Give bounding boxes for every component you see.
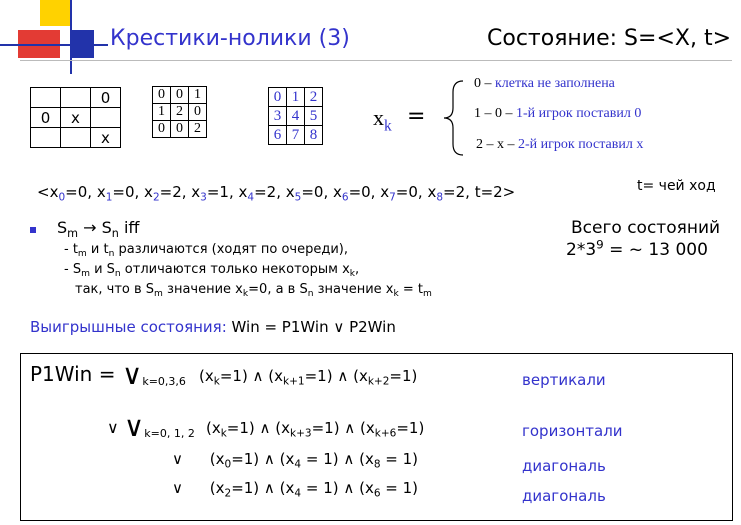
cell: 6 <box>269 126 287 145</box>
tuple-item: $x_2=2$, <box>144 183 192 204</box>
cell: 2 <box>171 104 189 121</box>
cell: 0 <box>171 121 189 138</box>
cell <box>91 108 121 128</box>
cell: 0 <box>171 87 189 104</box>
cell: 5 <box>305 107 323 126</box>
note-horizontals: горизонтали <box>522 422 623 440</box>
xk-case-2: 2 – x – 2-й игрок поставил x <box>476 137 644 152</box>
board-xo <box>30 87 121 148</box>
cell <box>61 88 91 108</box>
cell <box>61 128 91 148</box>
state-definition: Состояние: S=<X, t> <box>487 26 731 51</box>
tuple-item: $x_7=0$, <box>380 183 428 204</box>
cell: 0 <box>153 87 171 104</box>
board-codes <box>152 86 207 138</box>
tuple-item: $x_4=2$, <box>238 183 286 204</box>
tuple-item: $x_3=1$, <box>191 183 239 204</box>
title-divider <box>20 60 732 61</box>
tuple-item: $x_6=0$, <box>332 183 381 204</box>
curly-brace <box>439 78 469 158</box>
tuple-item: $x_8=2$, <box>427 183 475 204</box>
board-index <box>268 87 323 145</box>
cell: 2 <box>305 88 323 107</box>
deco-square-yellow <box>40 0 72 26</box>
cell: 1 <box>153 104 171 121</box>
xk-equals: = <box>407 104 426 129</box>
tuple-item: $x_0=0$, <box>49 183 97 204</box>
p1win-row-4: ∨ $(x_2=1)$ ∧ $(x_4 = 1)$ ∧ $(x_6 = 1)$ <box>172 479 419 500</box>
xk-case-1: 1 – 0 – 1-й игрок поставил 0 <box>474 106 642 121</box>
cell: 4 <box>287 107 305 126</box>
cell: 0 <box>189 104 207 121</box>
cell: 2 <box>189 121 207 138</box>
deco-line-h <box>0 44 108 46</box>
note-diagonal-2: диагональ <box>522 487 606 505</box>
tuple-item: $x_5=0$, <box>285 183 333 204</box>
p1win-row-1: $P1Win = \vee_{k=0,3,6}$ $(x_k=1)$ ∧ $(x_{k+1}=1)$ ∧ $(x_{k+2}=1)$ <box>30 358 418 391</box>
transition-line-2: - $S_m$ и $S_n$ отличаются только некоторым $x_k$, <box>64 262 360 280</box>
p1win-row-2: ∨ $\vee_{k=0, 1, 2}$ $(x_k=1)$ ∧ $(x_{k+3}=1)$ ∧ $(x_{k+6}=1)$ <box>107 410 425 443</box>
transition-line-1: - $t_m$ и $t_n$ различаются (ходят по очереди), <box>64 242 348 260</box>
cell: x <box>91 128 121 148</box>
turn-note: t= чей ход <box>637 178 716 194</box>
cell: 1 <box>287 88 305 107</box>
note-verticals: вертикали <box>522 371 606 389</box>
p1win-row-3: ∨ $(x_0=1)$ ∧ $(x_4 = 1)$ ∧ $(x_8 = 1)$ <box>172 450 419 471</box>
xk-case-0: 0 – клетка не заполнена <box>474 76 615 91</box>
cell: 0 <box>269 88 287 107</box>
transition-line-3: так, что в $S_m$ значение $x_k=0$, а в $S_n$ значение $x_k = t_m$ <box>75 282 432 300</box>
cell: 3 <box>269 107 287 126</box>
total-states-value: $2*3^9$ = ~ 13 000 <box>566 237 708 260</box>
cell <box>31 128 61 148</box>
cell: x <box>61 108 91 128</box>
tuple-items <box>49 183 475 204</box>
bullet-icon <box>30 227 36 233</box>
winning-states: Выигрышные состояния: Win = P1Win ∨ P2Win <box>30 318 396 336</box>
cell: 0 <box>153 121 171 138</box>
cell: 0 <box>91 88 121 108</box>
state-tuple: $<x_0=0$, $x_1=0$, $x_2=2$, $x_3=1$, $x_4=2$, $x_5=0$, $x_6=0$, $x_7=0$, $x_8=2$, t=2> <box>37 183 516 204</box>
note-diagonal-1: диагональ <box>522 457 606 475</box>
xk-label: $x_k$ <box>373 105 392 135</box>
cell: 7 <box>287 126 305 145</box>
cell: 1 <box>189 87 207 104</box>
cell: 8 <box>305 126 323 145</box>
cell: 0 <box>31 108 61 128</box>
total-states-label: Всего состояний <box>571 218 721 238</box>
slide-title: Крестики-нолики (3) <box>110 26 350 51</box>
tuple-item: $x_1=0$, <box>96 183 145 204</box>
cell <box>31 88 61 108</box>
transition-rule: $S_m \to S_n$ iff <box>57 218 140 240</box>
deco-line-v <box>70 0 72 74</box>
